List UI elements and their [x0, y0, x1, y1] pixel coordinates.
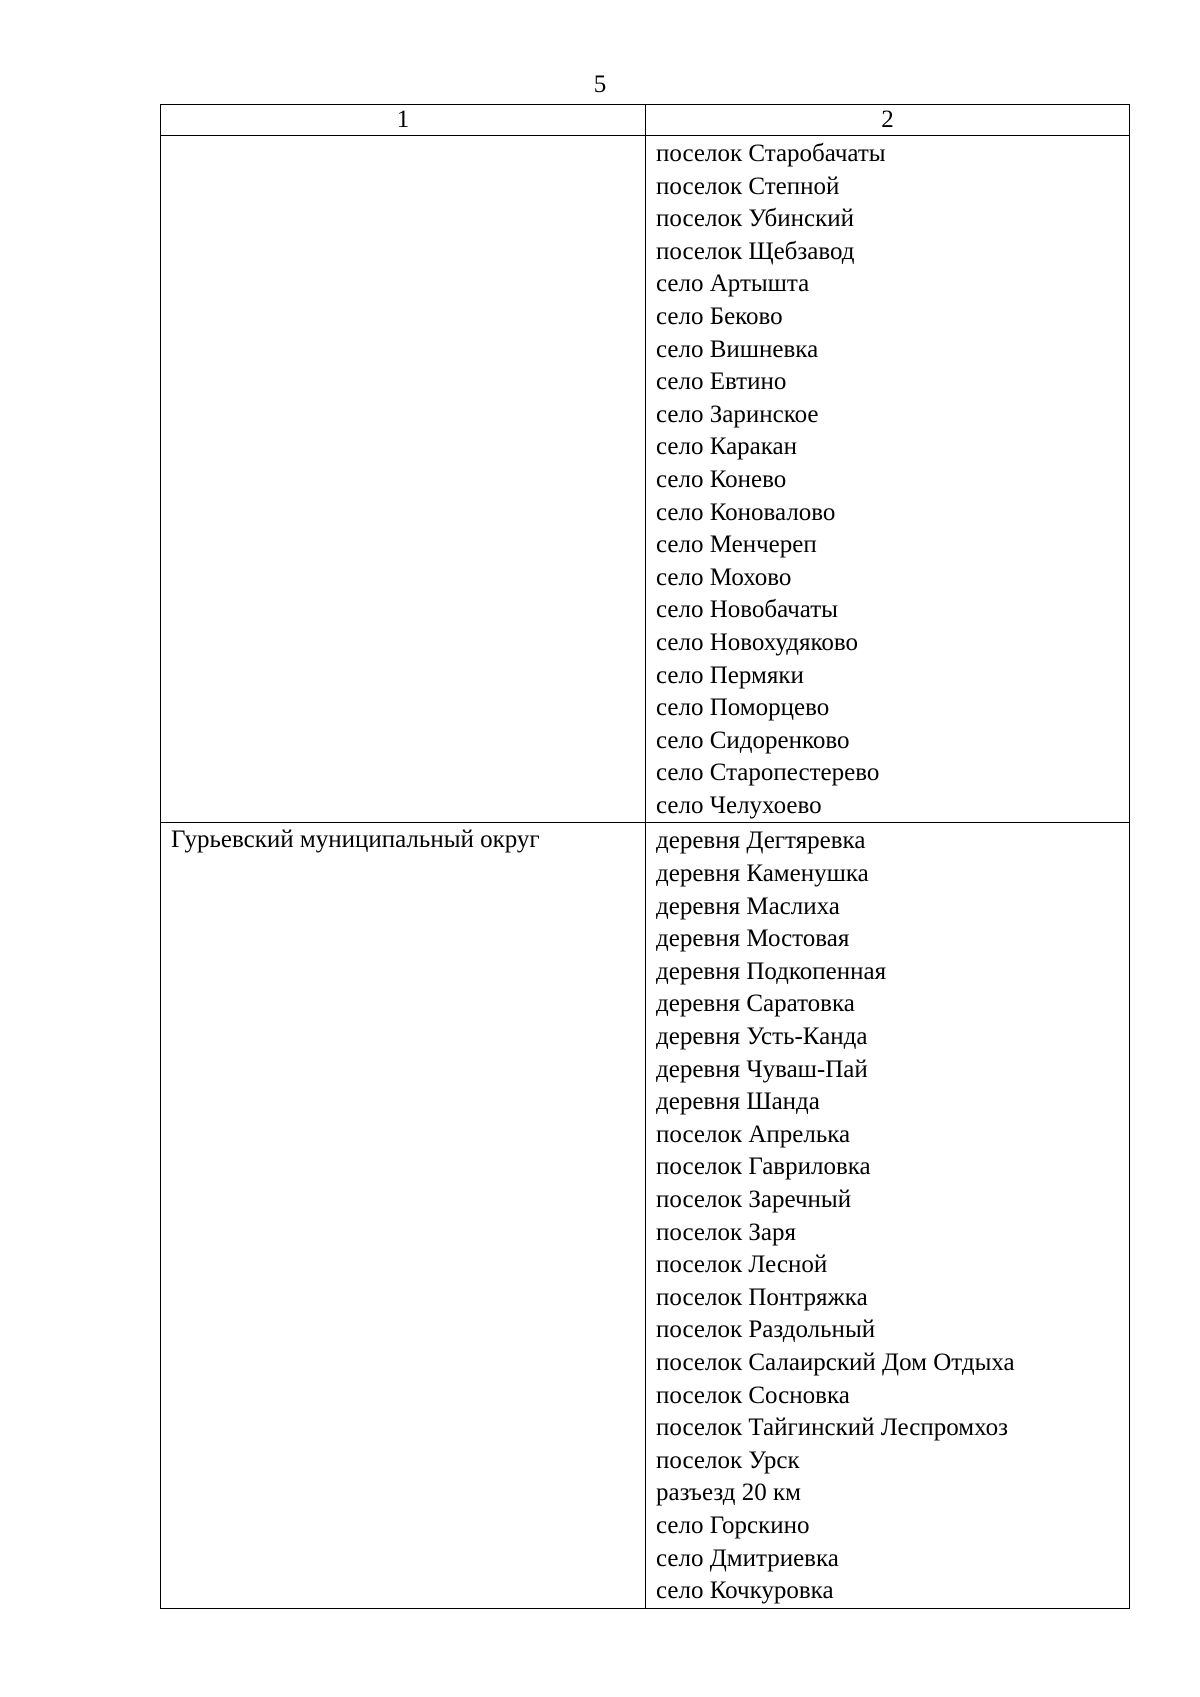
table-row — [161, 823, 1130, 1608]
settlement-item: поселок Урск — [656, 1446, 800, 1474]
settlement-item: поселок Щебзавод — [656, 237, 855, 265]
settlement-item: поселок Салаирский Дом Отдыха — [656, 1348, 1015, 1376]
settlement-item: поселок Сосновка — [656, 1381, 850, 1409]
settlement-item: поселок Степной — [656, 172, 840, 200]
settlement-item: разъезд 20 км — [656, 1479, 801, 1507]
settlement-item: деревня Мостовая — [656, 925, 850, 953]
settlement-item: деревня Маслиха — [656, 892, 840, 920]
settlement-item: поселок Заря — [656, 1218, 796, 1246]
settlement-item: село Горскино — [656, 1511, 810, 1539]
district-cell — [161, 136, 646, 823]
settlement-item: поселок Апрелька — [656, 1120, 851, 1148]
district-cell: Гурьевский муниципальный округ — [161, 823, 646, 1608]
column-header-1: 1 — [161, 105, 646, 136]
settlement-item: поселок Тайгинский Леспромхоз — [656, 1414, 1009, 1442]
settlement-item: село Беково — [656, 302, 783, 330]
settlement-item: село Мохово — [656, 563, 792, 591]
settlement-item: село Сидоренково — [656, 726, 850, 754]
settlement-item: деревня Шанда — [656, 1088, 820, 1116]
settlement-item: деревня Чуваш-Пай — [656, 1055, 868, 1083]
settlement-item: село Вишневка — [656, 335, 819, 363]
settlement-item: село Дмитриевка — [656, 1544, 839, 1572]
settlement-item: село Поморцево — [656, 694, 830, 722]
settlement-item: деревня Подкопенная — [656, 957, 887, 985]
settlements-table — [160, 104, 1130, 1609]
settlement-item: поселок Лесной — [656, 1251, 828, 1279]
settlement-item: поселок Старобачаты — [656, 140, 886, 167]
settlements-cell — [646, 136, 1130, 823]
settlement-item: село Заринское — [656, 400, 819, 428]
settlement-item: деревня Саратовка — [656, 990, 855, 1018]
settlement-item: село Евтино — [656, 368, 787, 396]
settlement-item: деревня Усть-Канда — [656, 1023, 868, 1051]
settlement-item: село Конево — [656, 465, 787, 493]
table-header-row — [161, 105, 1130, 136]
settlement-item: поселок Убинский — [656, 205, 854, 233]
settlement-item: поселок Раздольный — [656, 1316, 876, 1344]
settlement-item: деревня Каменушка — [656, 860, 869, 888]
settlement-item: село Кочкуровка — [656, 1577, 834, 1605]
settlement-item: село Челухоево — [656, 791, 822, 819]
settlement-item: село Новобачаты — [656, 596, 838, 624]
column-header-2: 2 — [646, 105, 1130, 136]
settlement-item: село Пермяки — [656, 661, 804, 689]
settlement-item: село Каракан — [656, 433, 798, 461]
settlement-item: село Коновалово — [656, 498, 836, 526]
settlement-item: село Артышта — [656, 270, 810, 298]
settlement-item: село Новохудяково — [656, 628, 858, 656]
settlement-item: поселок Заречный — [656, 1186, 852, 1213]
settlements-cell — [646, 823, 1130, 1608]
page-number: 5 — [593, 71, 607, 98]
table-row — [161, 136, 1130, 823]
settlement-item: село Старопестерево — [656, 759, 880, 787]
settlement-item: поселок Понтряжка — [656, 1283, 868, 1311]
settlement-item: поселок Гавриловка — [656, 1153, 871, 1181]
settlement-item: село Менчереп — [656, 531, 817, 559]
settlement-item: деревня Дегтяревка — [656, 827, 866, 855]
